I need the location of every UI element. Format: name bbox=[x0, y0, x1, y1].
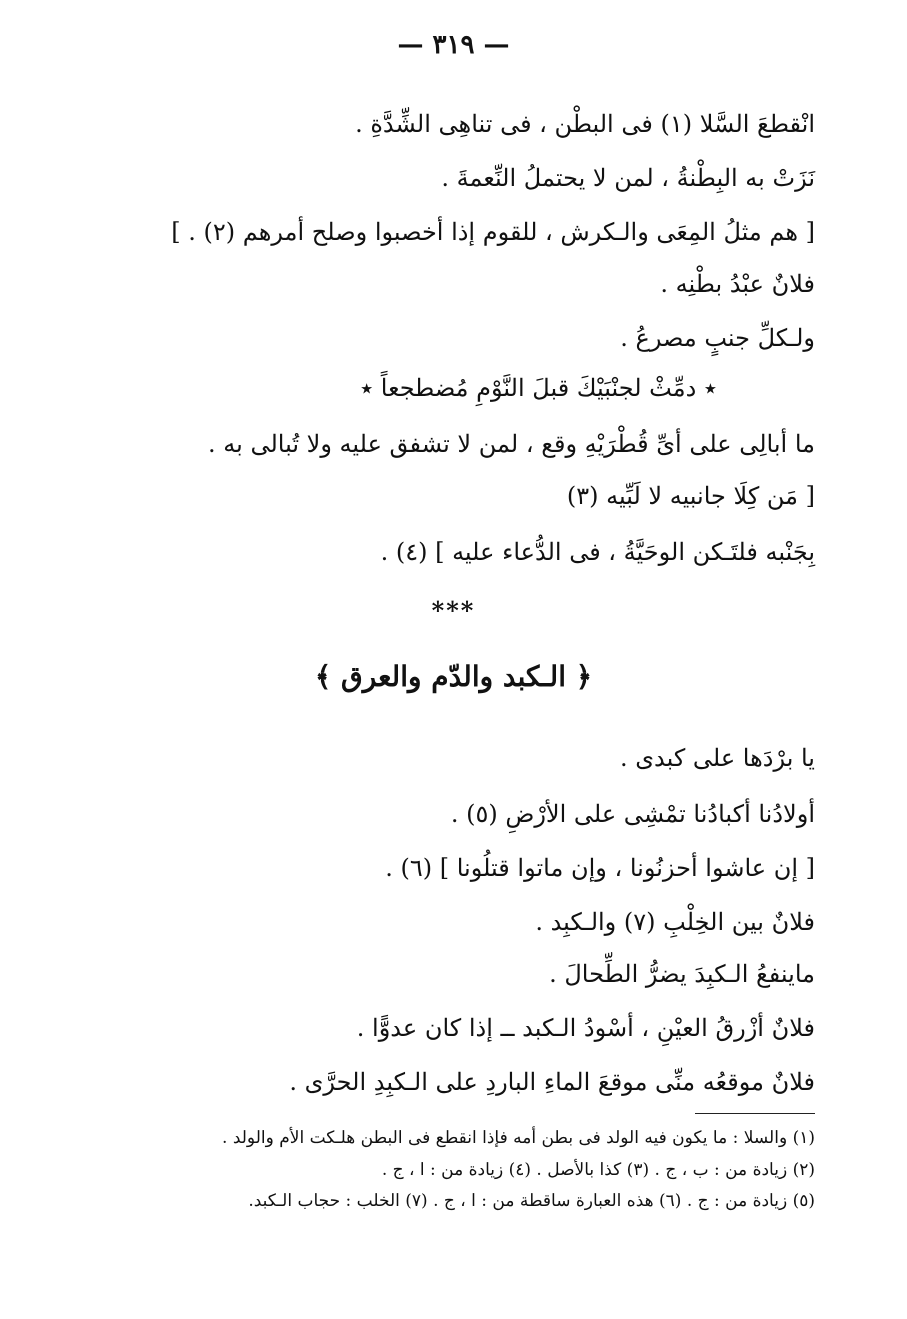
text-line-12: فلانٌ بين الخِلْبِ (٧) والـكبِد . bbox=[535, 908, 815, 936]
text-line-10: أولادُنا أكبادُنا تمْشِى على الأرْضِ (٥) . bbox=[450, 800, 815, 828]
footnote-divider bbox=[695, 1113, 815, 1114]
section-title: ﴿ الـكبد والدّم والعرق ﴾ bbox=[314, 660, 593, 693]
text-line-14: فلانٌ أزْرقُ العيْنِ ، أسْودُ الـكبد ــ إذا كان عدوًّا . bbox=[356, 1014, 815, 1042]
text-line-11: [ إن عاشوا أحزنُونا ، وإن ماتوا قتلُونا ] (٦) . bbox=[385, 854, 815, 882]
text-line-7: [ مَن كِلَا جانبيه لا لَبِّيه (٣) bbox=[566, 482, 815, 510]
page-number: — ٣١٩ — bbox=[397, 30, 510, 60]
text-line-13: ماينفعُ الـكبِدَ يضرُّ الطِّحالَ . bbox=[549, 960, 815, 988]
text-line-6: ما أبالِى على أىِّ قُطْرَيْهِ وقع ، لمن لا تشفق عليه ولا تُبالى به . bbox=[208, 430, 815, 458]
footnote-2: (٢) زيادة من : ب ، ج . (٣) كذا بالأصل . (٤) زيادة من : ا ، ج . bbox=[381, 1160, 815, 1180]
footnote-3: (٥) زيادة من : ج . (٦) هذه العبارة ساقطة من : ا ، ج . (٧) الخلب : حجاب الـكبد. bbox=[248, 1191, 815, 1211]
section-separator: *** bbox=[431, 596, 476, 625]
text-line-5: ولـكلِّ جنبٍ مصرعُ . bbox=[620, 324, 815, 352]
text-line-2: نَزَتْ به البِطْنةُ ، لمن لا يحتملُ النِّعمةَ . bbox=[441, 164, 815, 192]
text-line-3: [ هم مثلُ المِعَى والـكرش ، للقوم إذا أخصبوا وصلح أمرهم (٢) . ] bbox=[171, 218, 815, 246]
text-line-4: فلانٌ عبْدُ بطْنِه . bbox=[660, 270, 815, 298]
text-line-15: فلانٌ موقعُه منِّى موقعَ الماءِ الباردِ على الـكبِدِ الحرَّى . bbox=[289, 1068, 815, 1096]
text-line-8: بِجَنْبه فلتَـكن الوحَيَّةُ ، فى الدُّعاء عليه ] (٤) . bbox=[380, 538, 815, 566]
verse-line: ٭ دمِّثْ لجنْبَيْكَ قبلَ النَّوْمِ مُضطجعاً ٭ bbox=[360, 374, 717, 402]
text-line-9: يا برْدَها على كبدى . bbox=[619, 744, 815, 772]
text-line-1: انْقطعَ السَّلا (١) فى البطْن ، فى تناهِى الشِّدَّةِ . bbox=[355, 110, 815, 138]
footnote-1: (١) والسلا : ما يكون فيه الولد فى بطن أمه فإذا انقطع فى البطن هلـكت الأم والولد . bbox=[222, 1128, 815, 1148]
